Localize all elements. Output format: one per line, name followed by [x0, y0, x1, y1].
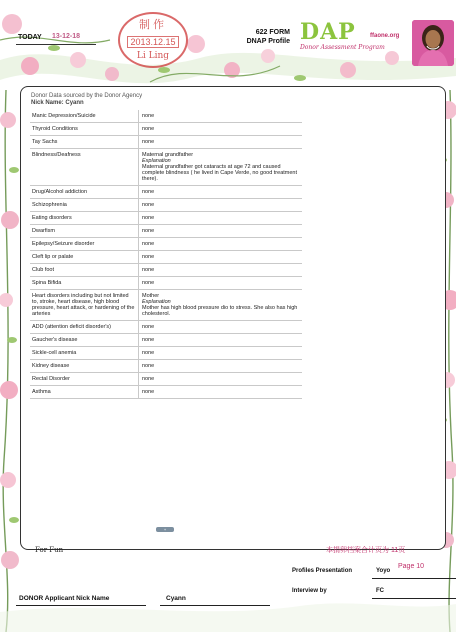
page-number: Page 10 — [398, 563, 425, 570]
stamp-line-1: 制作 — [139, 18, 167, 31]
condition-value: none — [142, 389, 155, 395]
condition-label: Rectal Disorder — [32, 376, 70, 382]
logo-text: DAP — [300, 19, 356, 45]
value-cell — [139, 321, 303, 334]
condition-cell — [30, 149, 139, 186]
explanation-text: Mother has high blood pressure dio to stress. She also has high cholesterol. — [142, 305, 298, 317]
condition-cell — [30, 347, 139, 360]
condition-value: none — [142, 350, 155, 356]
condition-cell — [30, 251, 139, 264]
condition-value: none — [142, 241, 155, 247]
condition-value: none — [142, 215, 155, 221]
condition-cell — [30, 386, 139, 399]
condition-value: none — [142, 189, 155, 195]
document-title: Donor Data sourced by the Donor Agency — [31, 93, 143, 99]
applicant-nick-name-label: DONOR Applicant Nick Name — [19, 595, 110, 602]
condition-label: Eating disorders — [32, 215, 72, 221]
condition-cell — [30, 186, 139, 199]
condition-label: Tay Sachs — [32, 139, 58, 145]
condition-label: Heart disorders including but not limited to, stroke, heart disease, high blood pressure, heart attack, or hardening of the arteries — [32, 293, 135, 317]
value-cell — [139, 373, 303, 386]
condition-cell — [30, 321, 139, 334]
stamp-line-3: Li Ling — [136, 51, 170, 61]
document-nick-name — [31, 100, 84, 106]
condition-label: Kidney disease — [32, 363, 70, 369]
condition-cell — [30, 123, 139, 136]
condition-label: Manic Depression/Suicide — [32, 113, 96, 119]
medical-history-table — [30, 110, 302, 399]
profiles-presentation-value: Yoyo — [376, 568, 391, 574]
value-cell — [139, 199, 303, 212]
value-cell — [139, 347, 303, 360]
condition-label: Club foot — [32, 267, 55, 273]
condition-value: none — [142, 228, 155, 234]
table-row — [30, 360, 302, 373]
condition-cell — [30, 225, 139, 238]
condition-cell — [30, 199, 139, 212]
condition-cell — [30, 110, 139, 123]
value-cell — [139, 386, 303, 399]
table-row — [30, 212, 302, 225]
table-row — [30, 149, 302, 186]
condition-value: none — [142, 324, 155, 330]
table-row — [30, 199, 302, 212]
interview-by-label: Interview by — [292, 588, 327, 594]
red-seal-stamp — [118, 12, 188, 68]
table-row — [30, 347, 302, 360]
value-cell — [139, 264, 303, 277]
explanation-label: Explanation — [142, 299, 171, 305]
condition-label: Schizophrenia — [32, 202, 67, 208]
value-cell — [139, 360, 303, 373]
table-row — [30, 334, 302, 347]
condition-label: Drug/Alcohol addiction — [32, 189, 88, 195]
applicant-nick-name-line — [160, 605, 270, 606]
dap-logo — [300, 20, 412, 56]
value-cell — [139, 290, 303, 321]
value-cell — [139, 277, 303, 290]
value-cell — [139, 251, 303, 264]
header-underline — [16, 44, 96, 45]
condition-cell — [30, 360, 139, 373]
condition-label: Asthma — [32, 389, 51, 395]
value-cell — [139, 238, 303, 251]
table-row — [30, 136, 302, 149]
condition-value: none — [142, 280, 155, 286]
logo-site: ffaone.org — [370, 33, 400, 39]
table-row — [30, 186, 302, 199]
condition-value: none — [142, 254, 155, 260]
condition-cell — [30, 238, 139, 251]
condition-value: none — [142, 126, 155, 132]
condition-value: none — [142, 113, 155, 119]
value-cell — [139, 186, 303, 199]
condition-value: none — [142, 363, 155, 369]
table-row — [30, 225, 302, 238]
table-row — [30, 373, 302, 386]
stamp-line-2: 2013.12.15 — [127, 36, 178, 48]
table-row — [30, 110, 302, 123]
condition-cell — [30, 373, 139, 386]
logo-tagline: Donor Assessment Program — [300, 44, 385, 51]
condition-cell — [30, 264, 139, 277]
table-row — [30, 290, 302, 321]
condition-value: none — [142, 267, 155, 273]
total-pages-note: 本捐卵档案合计页为 11页 — [326, 547, 406, 554]
avatar — [412, 20, 454, 66]
nick-name-label: Nick Name: — [31, 100, 64, 106]
value-cell — [139, 212, 303, 225]
condition-value: none — [142, 376, 155, 382]
table-row — [30, 123, 302, 136]
condition-value: none — [142, 202, 155, 208]
value-cell — [139, 225, 303, 238]
condition-cell — [30, 136, 139, 149]
nick-name-value: Cyann — [65, 100, 84, 106]
condition-cell — [30, 290, 139, 321]
explanation-label: Explanation — [142, 158, 171, 164]
applicant-label-line — [16, 605, 146, 606]
condition-value: Maternal grandfather — [142, 152, 194, 158]
condition-label: Sickle-cell anemia — [32, 350, 77, 356]
interview-by-value: FC — [376, 588, 384, 594]
header-date: 13-12-18 — [52, 33, 81, 40]
condition-label: Cleft lip or palate — [32, 254, 74, 260]
condition-value: Mother — [142, 293, 160, 299]
form-number-line-1: 622 FORM — [255, 29, 290, 36]
profiles-presentation-label: Profiles Presentation — [292, 568, 353, 574]
for-fun-note: For Fun — [35, 546, 64, 554]
applicant-nick-name-value: Cyann — [166, 595, 186, 602]
value-cell — [139, 149, 303, 186]
interview-by-line — [372, 598, 456, 599]
condition-cell — [30, 334, 139, 347]
condition-label: Blindness/Deafness — [32, 152, 81, 158]
value-cell — [139, 123, 303, 136]
condition-label: ADD (attention deficit disorder's) — [32, 324, 111, 330]
value-cell — [139, 334, 303, 347]
condition-label: Epilepsy/Seizure disorder — [32, 241, 95, 247]
form-number-line-2: DNAP Profile — [246, 38, 290, 45]
table-row — [30, 251, 302, 264]
condition-cell — [30, 212, 139, 225]
scroll-handle[interactable]: + — [156, 527, 174, 532]
explanation-text: Maternal grandfather got cataracts at age 72 and caused complete blindness ( he lived in Cape Verde, no good treatment there). — [142, 164, 298, 182]
condition-value: none — [142, 337, 155, 343]
condition-label: Spina Bifida — [32, 280, 62, 286]
value-cell — [139, 136, 303, 149]
condition-label: Gaucher's disease — [32, 337, 78, 343]
table-row — [30, 321, 302, 334]
profiles-presentation-line — [372, 578, 456, 579]
value-cell — [139, 110, 303, 123]
table-row — [30, 277, 302, 290]
today-label: TODAY — [18, 34, 42, 41]
table-row — [30, 264, 302, 277]
condition-value: none — [142, 139, 155, 145]
table-row — [30, 386, 302, 399]
condition-label: Dwarfism — [32, 228, 55, 234]
condition-label: Thyroid Conditions — [32, 126, 78, 132]
form-number — [224, 28, 290, 46]
table-row — [30, 238, 302, 251]
condition-cell — [30, 277, 139, 290]
